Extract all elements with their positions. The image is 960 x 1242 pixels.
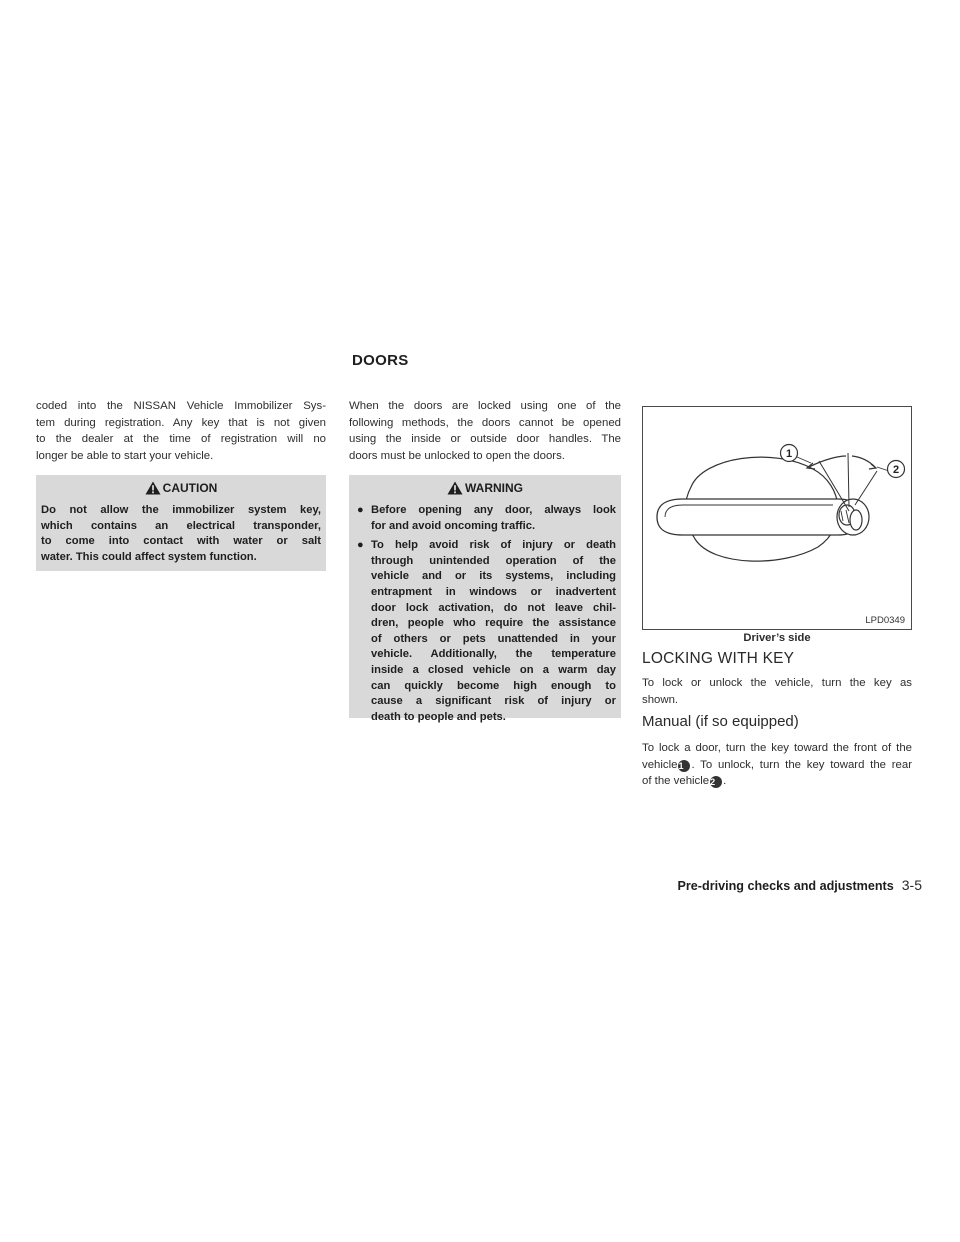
figure-code: LPD0349	[865, 615, 905, 626]
door-handle-figure	[642, 406, 912, 630]
col1-intro-line: tem during registration. Any key that is not given	[36, 416, 326, 429]
warning-line: To help avoid risk of injury or death	[371, 539, 616, 552]
manual-line	[642, 757, 912, 774]
col2-intro-line: following methods, the doors cannot be opened	[349, 416, 621, 429]
section-title: DOORS	[352, 352, 409, 369]
bullet-dot-icon: ●	[357, 539, 364, 552]
col2-intro-line: using the inside or outside door handles. The	[349, 433, 621, 446]
warning-line: death to people and pets.	[371, 710, 506, 723]
warning-bullet	[354, 538, 616, 725]
locking-line: To lock or unlock the vehicle, turn the key as	[642, 677, 912, 689]
door-handle-illustration	[643, 407, 911, 629]
col1-intro-line: to the dealer at the time of registration will no	[36, 433, 326, 446]
bullet-dot-icon: ●	[357, 504, 364, 516]
warning-box	[349, 475, 621, 723]
warning-line: for and avoid oncoming traffic.	[371, 519, 536, 532]
callout-1-inline-marker: 1	[678, 760, 690, 772]
figure-caption: Driver’s side	[743, 632, 811, 644]
col2-intro-line: doors must be unlocked to open the doors.	[349, 449, 565, 462]
footer-section-label: Pre-driving checks and adjustments	[677, 879, 894, 893]
col1-intro	[36, 398, 326, 464]
manual-heading: Manual (if so equipped)	[642, 713, 799, 730]
warning-list	[354, 503, 616, 725]
warning-line: entrapment in windows or inadvertent	[371, 585, 616, 598]
warning-line: through unintended operation of the	[371, 554, 616, 567]
warning-line: cause a significant risk of injury or	[371, 695, 616, 708]
page-footer	[678, 877, 923, 893]
warning-line: dren, people who require the assistance	[371, 617, 616, 630]
warning-line: vehicle. Additionally, the temperature	[371, 648, 616, 661]
locking-line: shown.	[642, 693, 679, 706]
callout-2-label: 2	[892, 464, 900, 476]
col2-intro	[349, 398, 621, 464]
manual-text	[642, 740, 912, 790]
manual-text-segment: . To unlock, turn the key toward the rear	[691, 758, 912, 771]
warning-title: WARNING	[465, 481, 523, 495]
caution-line: to come into contact with water or salt	[41, 535, 321, 548]
locking-text	[642, 675, 912, 708]
warning-bullet	[354, 503, 616, 534]
caution-line: which contains an electrical transponder,	[41, 519, 321, 532]
page-number: 3-5	[901, 877, 922, 893]
manual-text-segment: of the vehicle	[642, 775, 710, 788]
manual-text-segment: .	[723, 775, 727, 788]
warning-line: vehicle and or its systems, including	[371, 570, 616, 583]
caution-text	[41, 503, 321, 565]
locking-heading: LOCKING WITH KEY	[642, 650, 795, 667]
caution-line: Do not allow the immobilizer system key,	[41, 504, 321, 516]
warning-triangle-icon	[145, 481, 161, 495]
manual-line	[642, 773, 912, 790]
caution-heading	[41, 481, 321, 495]
warning-line: of others or pets unattended in your	[371, 632, 616, 645]
warning-line: Before opening any door, always look	[371, 504, 616, 516]
caution-line: water. This could affect system function.	[41, 550, 257, 563]
callout-1-label: 1	[785, 448, 793, 460]
warning-line: inside a closed vehicle on a warm day	[371, 663, 616, 676]
manual-line: To lock a door, turn the key toward the front of the	[642, 742, 912, 754]
warning-heading	[354, 481, 616, 495]
caution-box	[36, 475, 326, 571]
caution-title: CAUTION	[162, 481, 218, 495]
warning-line: can quickly become high enough to	[371, 679, 616, 692]
col2-intro-line: When the doors are locked using one of the	[349, 400, 621, 412]
callout-2-inline-marker: 2	[710, 776, 722, 788]
warning-line: door lock activation, do not leave chil-	[371, 601, 616, 614]
col1-intro-line: coded into the NISSAN Vehicle Immobilizer Sys-	[36, 400, 326, 412]
manual-text-segment: vehicle	[642, 758, 678, 771]
col1-intro-line: longer be able to start your vehicle.	[36, 449, 214, 462]
warning-triangle-icon	[447, 481, 463, 495]
